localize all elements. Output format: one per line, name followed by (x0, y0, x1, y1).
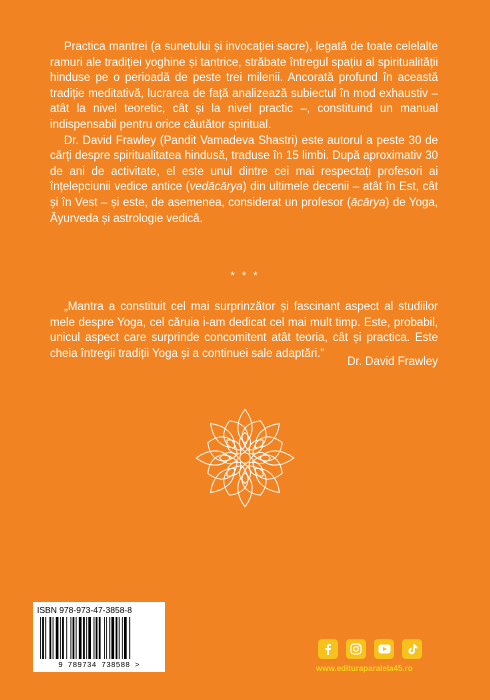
term-vedacarya: vedācārya (189, 181, 243, 194)
youtube-icon[interactable] (374, 639, 394, 659)
publisher-website[interactable]: www.edituraparalela45.ro (316, 664, 413, 673)
isbn-number: ISBN 978-973-47-3858-8 (37, 605, 132, 615)
barcode-digits: 9 789734 738588 > (58, 662, 140, 670)
tiktok-icon[interactable] (402, 639, 422, 659)
author-quote (50, 300, 438, 362)
lotus-mandala-icon (192, 405, 298, 511)
facebook-icon[interactable] (318, 639, 338, 659)
section-separator: * * * (230, 270, 260, 282)
instagram-icon[interactable] (346, 639, 366, 659)
description-text (50, 40, 438, 227)
description-paragraph-1: Practica mantrei (a sunetului și invocației sacre), legată de toate celelalte ramuri ale tradiției yoghine și tantrice, străbate întregul spațiu al spiritualității hinduse pe o perioadă de peste trei milenii. Ancorată profund în această tradiție meditativă, lucrarea de față analizează subiectul în mod exhaustiv – atât la nivel teoretic, cât și la nivel practic –, constituind un manual indispensabil pentru orice căutător spiritual. (50, 41, 438, 131)
quote-text: „Mantra a constituit cel mai surprinzător și fascinant aspect al studiilor mele despre Yoga, cel căruia i-am dedicat cel mai mult timp. Este, probabil, unicul aspect care surprinde concomitent atât teoria, cât și practica. Este cheia întregii tradiții Yoga și a continuei sale adaptări.” (50, 301, 438, 360)
description-paragraph-2: Dr. David Frawley (Pandit Vamadeva Shastri) este autorul a peste 30 de cărți despre spiritualitatea hindusă, traduse în 15 limbi. După aproximativ 30 de ani de activitate, el este unul dintre cei mai respectați profesori ai înțelepciunii vedice antice (vedācārya) din ultimele decenii – atât în Est, cât și în Vest – și este, de asemenea, considerat un profesor (ācārya) de Yoga, Āyurveda și astrologie vedică. (50, 134, 438, 225)
quote-author: Dr. David Frawley (347, 356, 438, 368)
term-acarya: ācārya (350, 196, 386, 209)
barcode-bars (39, 617, 159, 659)
isbn-barcode (33, 602, 165, 672)
social-links (318, 639, 422, 659)
